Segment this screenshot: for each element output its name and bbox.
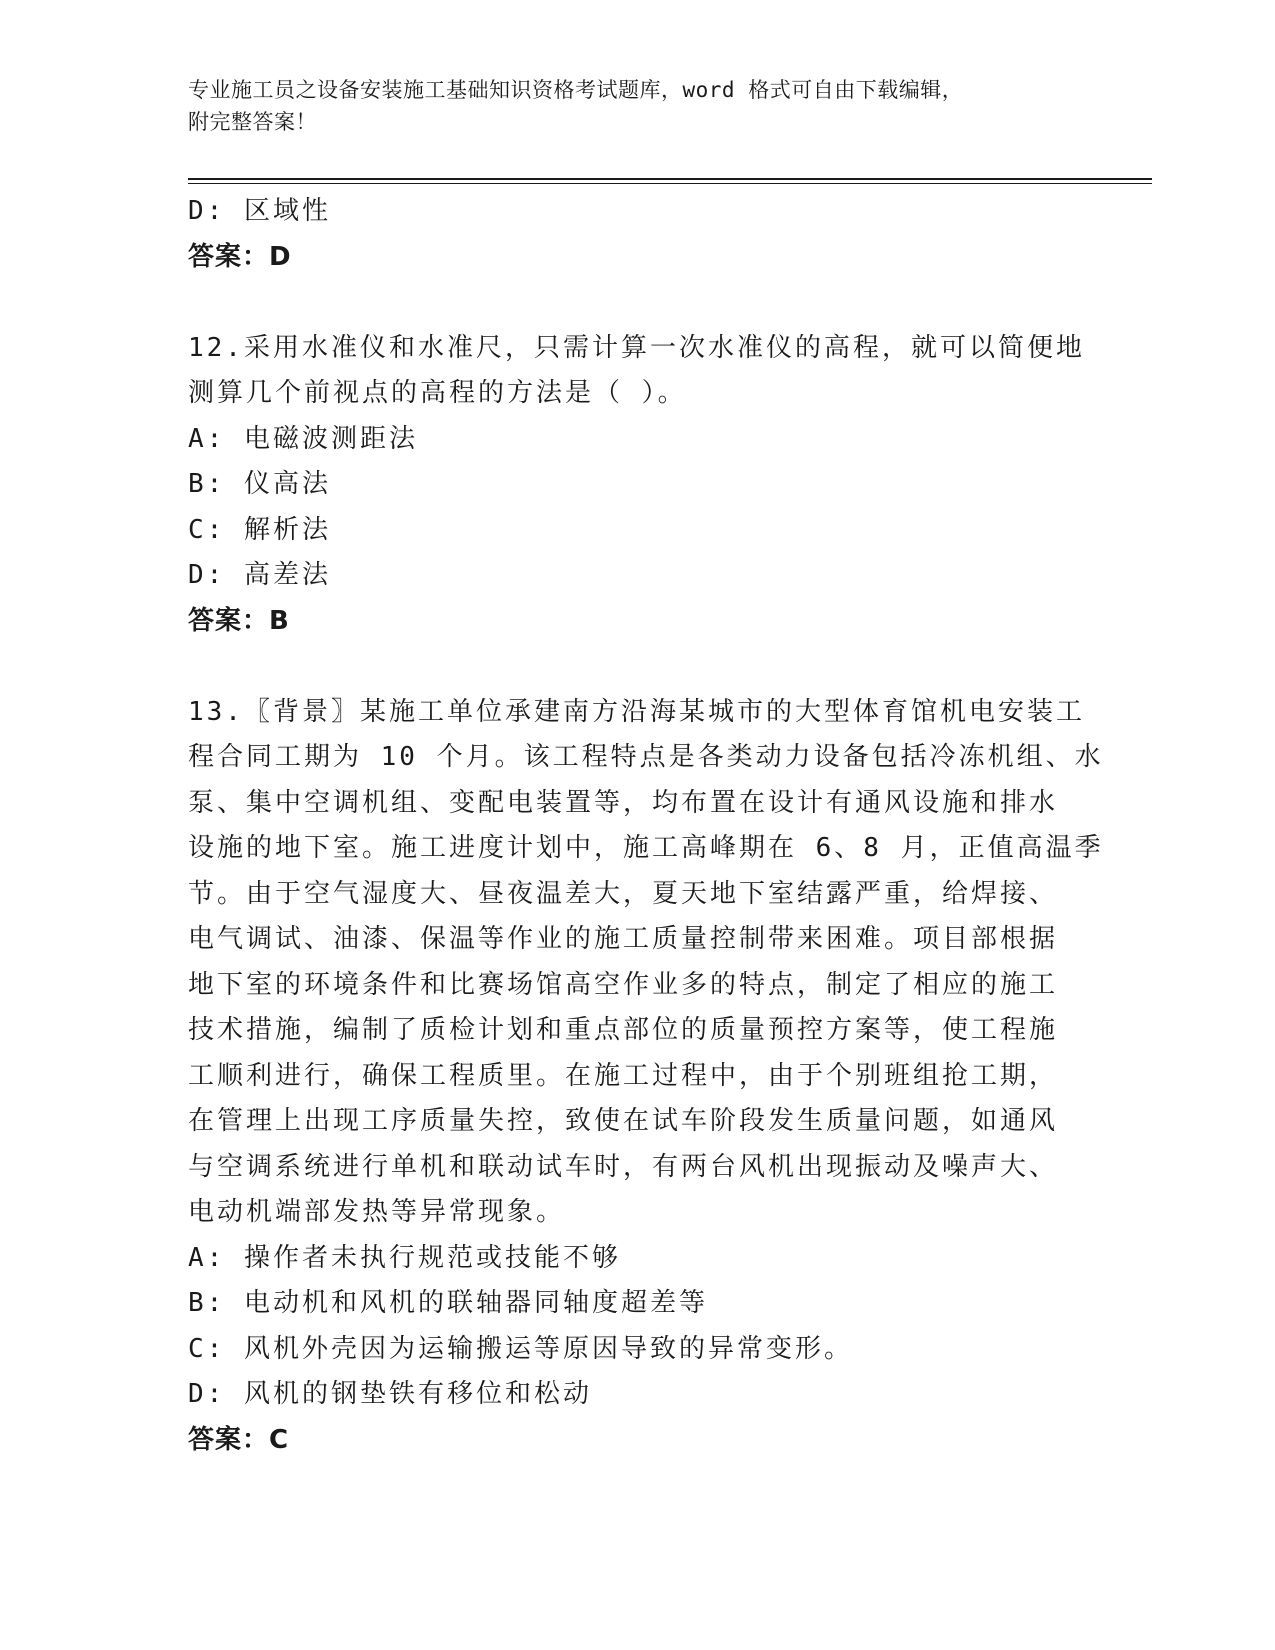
- option-c: C: 风机外壳因为运输搬运等原因导致的异常变形。: [188, 1333, 853, 1364]
- question-line: 技术措施，编制了质检计划和重点部位的质量预控方案等，使工程施: [188, 1015, 1059, 1045]
- question-line: 与空调系统进行单机和联动试车时，有两台风机出现振动及噪声大、: [188, 1151, 1059, 1182]
- option-d: D: 区域性: [188, 196, 331, 226]
- header-line-1: 专业施工员之设备安装施工基础知识资格考试题库，word 格式可自由下载编辑，: [188, 78, 964, 102]
- question-line: 12.采用水准仪和水准尺，只需计算一次水准仪的高程，就可以简便地: [188, 332, 1085, 363]
- question-line: 泵、集中空调机组、变配电装置等，均布置在设计有通风设施和排水: [188, 787, 1059, 818]
- question-12: [188, 326, 1088, 645]
- question-stem: [188, 690, 1104, 1236]
- question-line: 电动机端部发热等异常现象。: [188, 1197, 566, 1227]
- header-divider-thin: [188, 183, 1152, 184]
- spacer: [188, 644, 1088, 690]
- option-d: D: 风机的钢垫铁有移位和松动: [188, 1379, 592, 1409]
- question-line: 电气调试、油漆、保温等作业的施工质量控制带来困难。项目部根据: [188, 924, 1059, 954]
- option-b: B: 仪高法: [188, 469, 331, 499]
- page-header: [188, 74, 1088, 138]
- option-a: A: 操作者未执行规范或技能不够: [188, 1242, 621, 1273]
- question-11-tail: [188, 189, 1088, 280]
- question-line: 测算几个前视点的高程的方法是（ ）。: [188, 378, 687, 408]
- question-line: 节。由于空气湿度大、昼夜温差大，夏天地下室结露严重，给焊接、: [188, 878, 1059, 909]
- answer-label: 答案：B: [188, 605, 290, 636]
- question-line: 13.〖背景〗某施工单位承建南方沿海某城市的大型体育馆机电安装工: [188, 696, 1085, 727]
- header-divider-thick: [188, 178, 1152, 180]
- option-d: D: 高差法: [188, 560, 331, 590]
- answer-label: 答案：C: [188, 1424, 290, 1455]
- option-c: C: 解析法: [188, 514, 331, 545]
- option-a: A: 电磁波测距法: [188, 423, 418, 454]
- question-13: [188, 690, 1104, 1464]
- header-line-2: 附完整答案！: [188, 110, 317, 134]
- question-stem: [188, 326, 1088, 417]
- question-line: 在管理上出现工序质量失控，致使在试车阶段发生质量问题，如通风: [188, 1106, 1059, 1136]
- question-line: 工顺利进行，确保工程质里。在施工过程中，由于个别班组抢工期，: [188, 1060, 1059, 1091]
- question-line: 程合同工期为 10 个月。该工程特点是各类动力设备包括冷冻机组、水: [188, 742, 1104, 772]
- option-b: B: 电动机和风机的联轴器同轴度超差等: [188, 1288, 708, 1318]
- spacer: [188, 280, 1088, 326]
- document-body: [188, 189, 1104, 1463]
- question-line: 设施的地下室。施工进度计划中，施工高峰期在 6、8 月，正值高温季: [188, 833, 1104, 863]
- question-line: 地下室的环境条件和比赛场馆高空作业多的特点，制定了相应的施工: [188, 969, 1059, 1000]
- answer-label: 答案：D: [188, 241, 292, 272]
